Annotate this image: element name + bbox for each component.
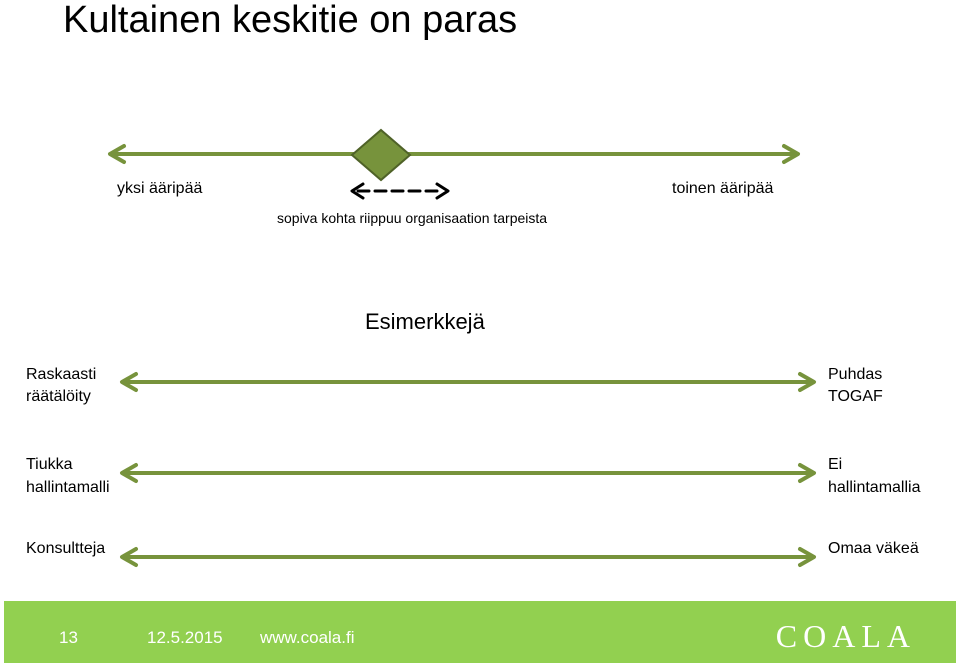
- page-title: Kultainen keskitie on paras: [63, 0, 518, 41]
- row-2-left-line-1: Tiukka: [26, 456, 73, 473]
- row-3-left: Konsultteja: [26, 540, 106, 557]
- scale-caption: sopiva kohta riippuu organisaation tarpeista: [277, 210, 548, 226]
- row-1-left-line-1: Raskaasti: [26, 366, 97, 383]
- footer-url[interactable]: www.coala.fi: [260, 628, 355, 647]
- row-1-right-line-1: Puhdas: [828, 366, 883, 383]
- coala-logo: COALA: [775, 618, 916, 654]
- row-2-right-line-1: Ei: [828, 456, 843, 473]
- golden-mean-diamond: [352, 130, 410, 180]
- scale-right-label: toinen ääripää: [672, 180, 774, 197]
- row-3-right: Omaa väkeä: [828, 540, 919, 557]
- row-arrow-2: [122, 465, 814, 481]
- row-arrow-3: [122, 549, 814, 565]
- row-2-left-line-2: hallintamalli: [26, 479, 110, 496]
- row-1-left-line-2: räätälöity: [26, 388, 91, 405]
- row-2-right-line-2: hallintamallia: [828, 479, 921, 496]
- top-scale-arrow: [110, 146, 798, 162]
- scale-left-label: yksi ääripää: [117, 180, 203, 197]
- examples-heading: Esimerkkejä: [365, 309, 485, 334]
- page-number: 13: [59, 628, 78, 647]
- row-1-right-line-2: TOGAF: [828, 388, 883, 405]
- adjustable-range-arrow: [352, 184, 448, 198]
- row-arrow-1: [122, 374, 814, 390]
- footer-bar: [4, 601, 956, 663]
- footer-date: 12.5.2015: [147, 628, 223, 647]
